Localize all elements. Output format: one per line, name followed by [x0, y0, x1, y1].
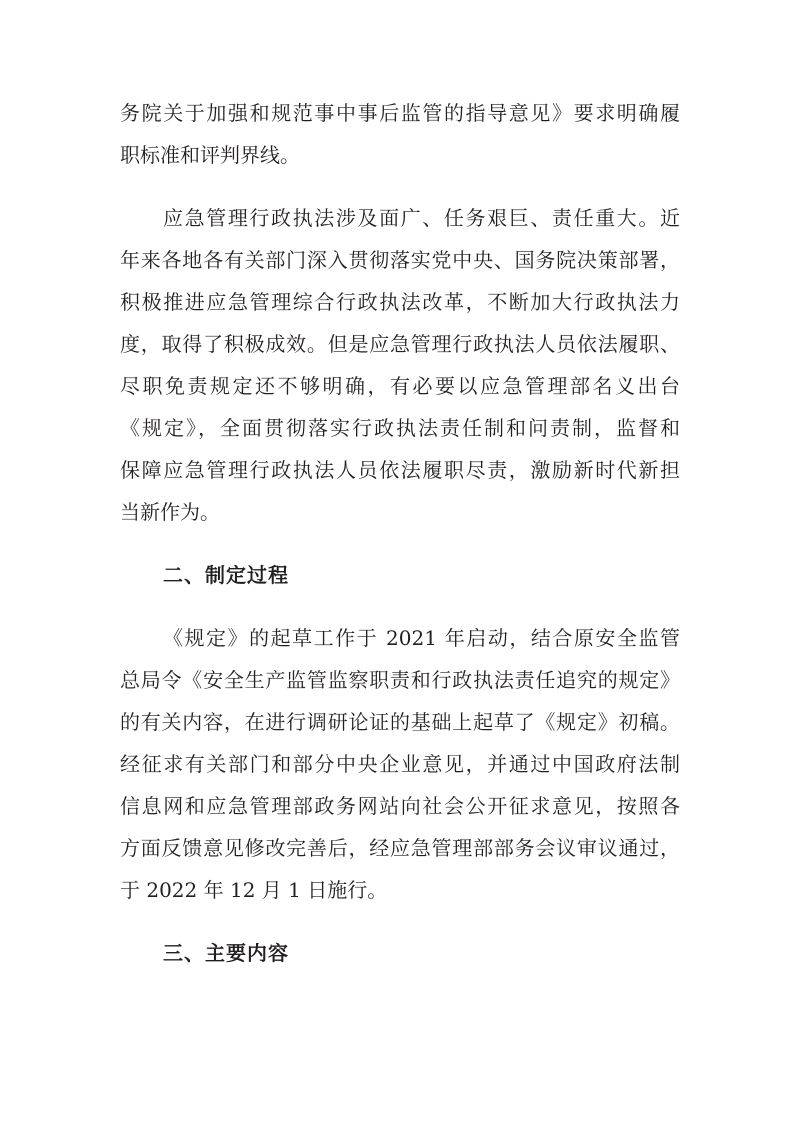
document-page	[120, 92, 680, 995]
paragraph-continuation	[120, 92, 680, 176]
paragraph-line: 积极推进应急管理综合行政执法改革，不断加大行政执法力	[120, 290, 680, 314]
paragraph-line: 当新作为。	[120, 500, 220, 524]
paragraph-line: 总局令《安全生产监管监察职责和行政执法责任追究的规定》	[120, 668, 680, 692]
paragraph-line: 务院关于加强和规范事中事后监管的指导意见》要求明确履	[120, 101, 680, 125]
paragraph-line: 《规定》，全面贯彻落实行政执法责任制和问责制，监督和	[120, 416, 680, 440]
paragraph-line: 《规定》的起草工作于 2021 年启动，结合原安全监管	[163, 626, 680, 650]
paragraph-line: 保障应急管理行政执法人员依法履职尽责，激励新时代新担	[120, 458, 680, 482]
paragraph-background	[120, 197, 680, 533]
paragraph-drafting-process	[120, 617, 680, 911]
section-heading-drafting-process: 二、制定过程	[163, 563, 289, 587]
paragraph-line: 经征求有关部门和部分中央企业意见，并通过中国政府法制	[120, 752, 680, 776]
paragraph-line: 年来各地各有关部门深入贯彻落实党中央、国务院决策部署，	[120, 248, 680, 272]
section-heading-main-content: 三、主要内容	[163, 941, 289, 965]
paragraph-line: 信息网和应急管理部政务网站向社会公开征求意见，按照各	[120, 794, 680, 818]
paragraph-line: 方面反馈意见修改完善后，经应急管理部部务会议审议通过，	[120, 836, 680, 860]
paragraph-line: 于 2022 年 12 月 1 日施行。	[120, 878, 388, 902]
paragraph-line: 尽职免责规定还不够明确，有必要以应急管理部名义出台	[120, 374, 680, 398]
paragraph-line: 度，取得了积极成效。但是应急管理行政执法人员依法履职、	[120, 332, 680, 356]
paragraph-line: 职标准和评判界线。	[120, 143, 300, 167]
paragraph-line: 的有关内容，在进行调研论证的基础上起草了《规定》初稿。	[120, 710, 680, 734]
paragraph-line: 应急管理行政执法涉及面广、任务艰巨、责任重大。近	[163, 206, 680, 230]
